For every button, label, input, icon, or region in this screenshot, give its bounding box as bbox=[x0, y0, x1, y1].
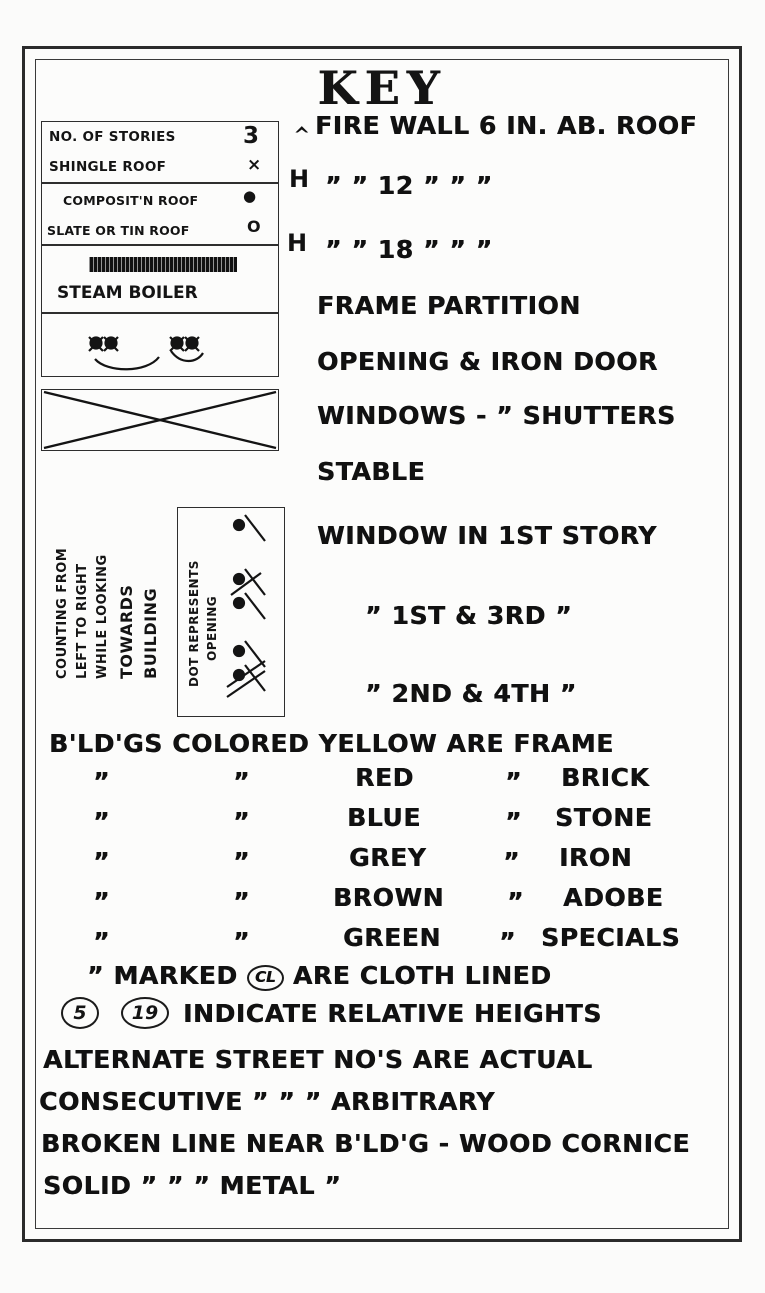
legend-line-window-2nd-4th: ” 2ND & 4TH ” bbox=[365, 679, 577, 708]
legend-line-fire-wall-6: FIRE WALL 6 IN. AB. ROOF bbox=[315, 111, 698, 140]
legend-line-windows-shutters: WINDOWS - ” SHUTTERS bbox=[317, 401, 676, 430]
color-row-3-quote-1: ” bbox=[93, 847, 110, 876]
color-row-5-material: SPECIALS bbox=[541, 923, 681, 952]
key-panel-outer-border bbox=[22, 46, 742, 1242]
slate-tin-roof-value: O bbox=[247, 217, 261, 236]
color-row-4-color: BROWN bbox=[333, 883, 445, 912]
dot-represents-label: DOT REPRESENTS bbox=[187, 560, 201, 687]
relative-height-circle-19: 19 bbox=[121, 997, 169, 1029]
legend-line-fire-wall-18: ” ” 18 ” ” ” bbox=[325, 235, 493, 264]
color-row-5-quote-2: ” bbox=[233, 927, 250, 956]
color-table-header: B'LD'GS COLORED YELLOW ARE FRAME bbox=[49, 729, 614, 758]
color-row-2-quote-3: ” bbox=[505, 807, 522, 836]
legend-line-fire-wall-12: ” ” 12 ” ” ” bbox=[325, 171, 493, 200]
color-row-2-quote-1: ” bbox=[93, 807, 110, 836]
opening-label: OPENING bbox=[205, 595, 219, 661]
color-row-5-quote-3: ” bbox=[499, 927, 516, 956]
color-row-3-quote-3: ” bbox=[503, 847, 520, 876]
color-row-4-quote-2: ” bbox=[233, 887, 250, 916]
note-solid-line-metal: SOLID ” ” ” METAL ” bbox=[43, 1171, 342, 1200]
stable-cross-symbol bbox=[42, 390, 278, 450]
shingle-roof-value: × bbox=[247, 155, 262, 175]
stories-label: NO. OF STORIES bbox=[49, 129, 176, 145]
color-row-3-material: IRON bbox=[559, 843, 633, 872]
note-cloth-lined bbox=[87, 961, 552, 991]
legend-line-opening-iron-door: OPENING & IRON DOOR bbox=[317, 347, 658, 376]
color-row-5-quote-1: ” bbox=[93, 927, 110, 956]
color-row-2-color: BLUE bbox=[347, 803, 421, 832]
fire-wall-symbol-bar bbox=[89, 257, 237, 272]
color-row-1-quote-2: ” bbox=[233, 767, 250, 796]
fire-wall-6-tick-icon: ‸ bbox=[293, 105, 309, 133]
note-broken-line-wood-cornice: BROKEN LINE NEAR B'LD'G - WOOD CORNICE bbox=[41, 1129, 691, 1158]
color-row-4-quote-3: ” bbox=[507, 887, 524, 916]
legend-line-window-1st-3rd: ” 1ST & 3RD ” bbox=[365, 601, 573, 630]
iron-door-symbol bbox=[85, 325, 245, 373]
legend-line-window-1st-story: WINDOW IN 1ST STORY bbox=[317, 521, 657, 550]
color-row-4-quote-1: ” bbox=[93, 887, 110, 916]
counting-from-line-3: WHILE LOOKING bbox=[95, 554, 110, 679]
steam-boiler-label: STEAM BOILER bbox=[57, 283, 198, 303]
stories-value: 3 bbox=[243, 123, 260, 149]
note-cloth-lined-prefix: ” MARKED bbox=[87, 961, 238, 990]
composition-roof-label: COMPOSIT'N ROOF bbox=[63, 193, 199, 208]
counting-from-line-2: LEFT TO RIGHT bbox=[75, 563, 90, 679]
relative-height-circle-5: 5 bbox=[61, 997, 99, 1029]
note-alternate-street-numbers: ALTERNATE STREET NO'S ARE ACTUAL bbox=[43, 1045, 593, 1074]
note-relative-heights: INDICATE RELATIVE HEIGHTS bbox=[183, 999, 602, 1028]
color-row-3-color: GREY bbox=[349, 843, 427, 872]
counting-from-line-4: TOWARDS bbox=[117, 584, 136, 679]
fire-wall-18-tick-icon: H bbox=[287, 229, 306, 257]
slate-tin-roof-label: SLATE OR TIN ROOF bbox=[47, 223, 190, 238]
counting-from-line-5: BUILDING bbox=[141, 587, 160, 679]
color-row-1-quote-3: ” bbox=[505, 767, 522, 796]
color-row-1-quote-1: ” bbox=[93, 767, 110, 796]
color-row-1-color: RED bbox=[355, 763, 414, 792]
shingle-roof-label: SHINGLE ROOF bbox=[49, 159, 167, 175]
legend-line-frame-partition: FRAME PARTITION bbox=[317, 291, 581, 320]
color-row-3-quote-2: ” bbox=[233, 847, 250, 876]
cl-circle-icon: CL bbox=[247, 965, 284, 991]
color-row-1-material: BRICK bbox=[561, 763, 650, 792]
counting-from-line-1: COUNTING FROM bbox=[55, 547, 70, 679]
color-row-4-material: ADOBE bbox=[563, 883, 664, 912]
color-row-5-color: GREEN bbox=[343, 923, 441, 952]
color-row-2-quote-2: ” bbox=[233, 807, 250, 836]
window-story-symbols bbox=[221, 511, 287, 715]
page-title: KEY bbox=[317, 61, 447, 115]
legend-line-stable: STABLE bbox=[317, 457, 426, 486]
fire-wall-12-tick-icon: H bbox=[289, 165, 308, 193]
color-row-2-material: STONE bbox=[555, 803, 653, 832]
note-consecutive-arbitrary: CONSECUTIVE ” ” ” ARBITRARY bbox=[39, 1087, 495, 1116]
composition-roof-value: ● bbox=[243, 187, 257, 205]
note-cloth-lined-suffix: ARE CLOTH LINED bbox=[292, 961, 552, 990]
